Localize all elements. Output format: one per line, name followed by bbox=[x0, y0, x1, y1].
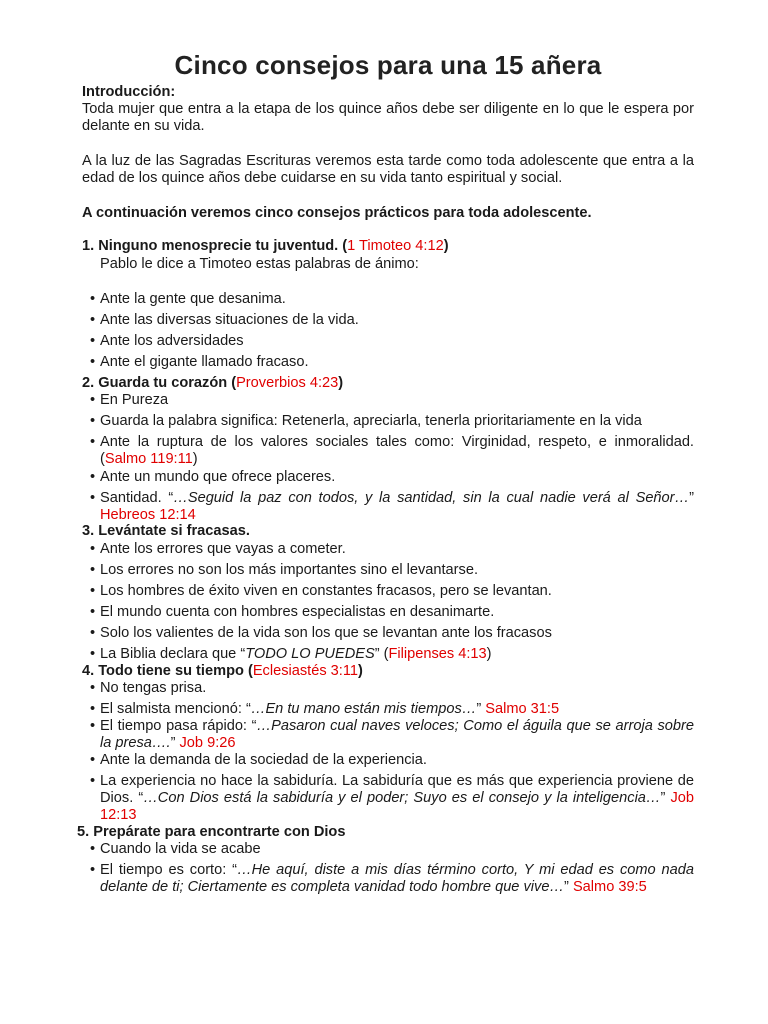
bible-reference: Filipenses 4:13 bbox=[388, 646, 487, 662]
list-item: • Ante la gente que desanima. bbox=[90, 291, 286, 307]
list-item: • Ante el gigante llamado fracaso. bbox=[90, 354, 309, 370]
list-item: • Ante la ruptura de los valores sociales tales como: Virginidad, respeto, e inmoralidad. (Salmo 119:11) bbox=[90, 434, 694, 467]
list-item: • El tiempo pasa rápido: “…Pasaron cual naves veloces; Como el águila que se arroja sobre la presa….” Job 9:26 bbox=[90, 718, 694, 751]
section-1-reference: 1 Timoteo 4:12 bbox=[347, 238, 444, 254]
list-item: • La experiencia no hace la sabiduría. La sabiduría que es más que experiencia proviene de Dios. “…Con Dios está la sabiduría y el poder; Suyo es el consejo y la inteligencia…” Job 12:13 bbox=[90, 773, 694, 823]
list-item: • Ante los errores que vayas a cometer. bbox=[90, 541, 346, 557]
bible-reference: Salmo 119:11 bbox=[104, 451, 193, 467]
list-item: • En Pureza bbox=[90, 392, 169, 408]
section-4-reference: Eclesiastés 3:11 bbox=[252, 663, 358, 679]
list-item: • Ante un mundo que ofrece placeres. bbox=[90, 469, 336, 485]
list-item: • Guarda la palabra significa: Retenerla, apreciarla, tenerla prioritariamente en la vida bbox=[90, 413, 642, 429]
list-item: • El tiempo es corto: “…He aquí, diste a mis días término corto, Y mi edad es como nada delante de ti; Ciertamente es completa vanidad todo hombre que vive…” Salmo 39:5 bbox=[90, 862, 694, 895]
intro-label: Introducción: bbox=[82, 84, 176, 100]
list-item: • La Biblia declara que “TODO LO PUEDES” (Filipenses 4:13) bbox=[90, 646, 492, 662]
list-item: • No tengas prisa. bbox=[90, 680, 207, 696]
bible-reference: Job 12:13 bbox=[100, 790, 694, 823]
section-1-subtext: Pablo le dice a Timoteo estas palabras de ánimo: bbox=[100, 256, 419, 272]
bible-reference: Job 9:26 bbox=[179, 735, 236, 751]
list-item: • Los hombres de éxito viven en constantes fracasos, pero se levantan. bbox=[90, 583, 552, 599]
list-item: • Solo los valientes de la vida son los que se levantan ante los fracasos bbox=[90, 625, 552, 641]
list-item: • Santidad. “…Seguid la paz con todos, y la santidad, sin la cual nadie verá al Señor…” Hebreos 12:14 bbox=[90, 490, 694, 523]
list-item: • Ante las diversas situaciones de la vida. bbox=[90, 312, 359, 328]
bible-reference: Salmo 39:5 bbox=[572, 879, 647, 895]
list-item: • El salmista mencionó: “…En tu mano están mis tiempos…” Salmo 31:5 bbox=[90, 701, 560, 717]
intro-paragraph-3: A continuación veremos cinco consejos prácticos para toda adolescente. bbox=[82, 205, 592, 221]
bible-reference: Salmo 31:5 bbox=[485, 701, 560, 717]
intro-paragraph-1: Toda mujer que entra a la etapa de los quince años debe ser diligente en lo que le espera por delante en su vida. bbox=[82, 101, 694, 134]
page-title: Cinco consejos para una 15 añera bbox=[174, 50, 602, 80]
section-1-heading: 1. Ninguno menosprecie tu juventud. (1 Timoteo 4:12) bbox=[82, 238, 449, 254]
section-3-heading: 3. Levántate si fracasas. bbox=[82, 523, 250, 539]
bible-reference: Hebreos 12:14 bbox=[100, 507, 196, 523]
section-4-heading: 4. Todo tiene su tiempo (Eclesiastés 3:11) bbox=[82, 663, 363, 679]
section-5-heading: 5. Prepárate para encontrarte con Dios bbox=[77, 824, 346, 840]
list-item: • Ante los adversidades bbox=[90, 333, 244, 349]
section-2-heading: 2. Guarda tu corazón (Proverbios 4:23) bbox=[82, 375, 344, 391]
list-item: • El mundo cuenta con hombres especialistas en desanimarte. bbox=[90, 604, 495, 620]
list-item: • Cuando la vida se acabe bbox=[90, 841, 261, 857]
list-item: • Ante la demanda de la sociedad de la experiencia. bbox=[90, 752, 427, 768]
list-item: • Los errores no son los más importantes sino el levantarse. bbox=[90, 562, 478, 578]
intro-paragraph-2: A la luz de las Sagradas Escrituras veremos esta tarde como toda adolescente que entra a la edad de los quince años debe cuidarse en su vida tanto espiritual y social. bbox=[82, 153, 694, 186]
section-2-reference: Proverbios 4:23 bbox=[236, 375, 339, 391]
